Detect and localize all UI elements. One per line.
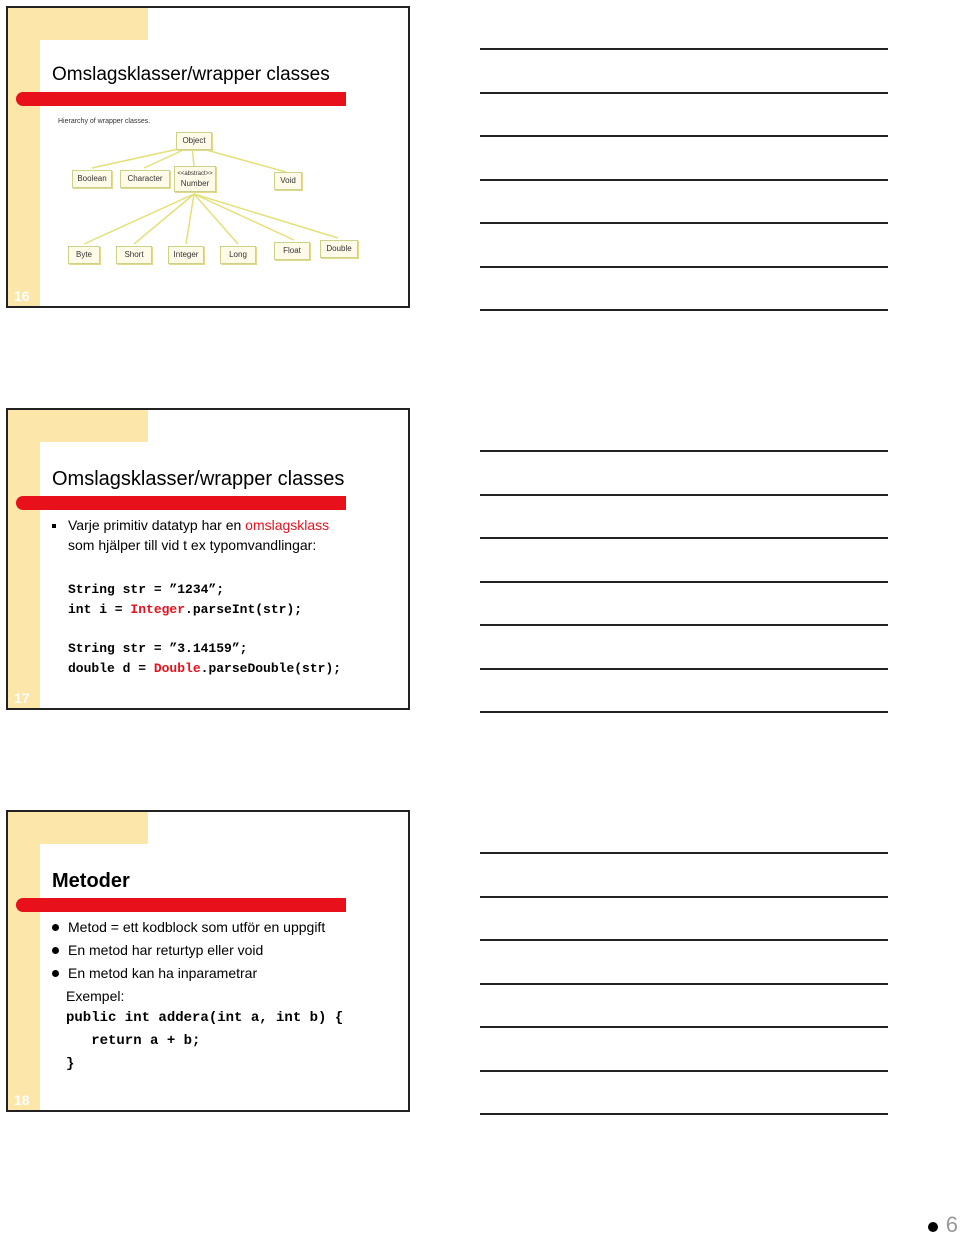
- page-bullet-icon: [928, 1222, 938, 1232]
- slide-accent-top: [8, 8, 148, 40]
- class-object: Object: [176, 132, 212, 150]
- slide-18: [6, 810, 410, 1112]
- bullet-text: En metod har returtyp eller void: [68, 942, 264, 958]
- code-line: int i = Integer.parseInt(str);: [68, 602, 303, 617]
- code-line: String str = ”1234”;: [68, 582, 225, 597]
- code-line: String str = ”3.14159”;: [68, 641, 248, 656]
- page-number: 6: [945, 1212, 958, 1237]
- class-character: Character: [120, 170, 170, 188]
- slide-number: 16: [14, 288, 30, 304]
- slide-accent-top: [8, 410, 148, 442]
- bullet-text-line2: som hjälper till vid t ex typomvandlingar:: [68, 537, 317, 553]
- slide-accent-left: [8, 812, 40, 1110]
- bullet-marker: [52, 947, 59, 954]
- title-underline-bar: [16, 898, 346, 912]
- code-line: return a + b;: [66, 1033, 201, 1049]
- slide-title: Omslagsklasser/wrapper classes: [52, 64, 330, 85]
- slide-title: Omslagsklasser/wrapper classes: [52, 468, 345, 490]
- slide-17: [6, 408, 410, 710]
- class-number: <<abstract>> Number: [174, 166, 216, 192]
- diagram-caption: Hierarchy of wrapper classes.: [58, 118, 151, 125]
- slide-accent-top: [8, 812, 148, 844]
- example-label: Exempel:: [66, 988, 125, 1004]
- slide-number: 18: [14, 1092, 30, 1108]
- title-underline-bar: [16, 92, 346, 106]
- code-line: double d = Double.parseDouble(str);: [68, 661, 342, 676]
- bullet-text: Varje primitiv datatyp har en omslagsklass: [68, 517, 330, 533]
- code-line: public int addera(int a, int b) {: [66, 1010, 344, 1026]
- bullet-text: En metod kan ha inparametrar: [68, 965, 258, 981]
- wrapper-hierarchy-diagram: [52, 116, 362, 276]
- slide-16: [6, 6, 410, 308]
- class-double: Double: [320, 240, 358, 258]
- slide-accent-left: [8, 410, 40, 708]
- class-byte: Byte: [68, 246, 100, 264]
- class-void: Void: [274, 172, 302, 190]
- bullet-marker: [52, 970, 59, 977]
- bullet-text: Metod = ett kodblock som utför en uppgift: [68, 919, 326, 935]
- code-line: }: [66, 1056, 75, 1072]
- bullet-marker: [52, 524, 56, 528]
- slide-title: Metoder: [52, 870, 130, 892]
- class-long: Long: [220, 246, 256, 264]
- slide-accent-left: [8, 8, 40, 306]
- class-integer: Integer: [168, 246, 204, 264]
- title-underline-bar: [16, 496, 346, 510]
- bullet-marker: [52, 924, 59, 931]
- class-float: Float: [274, 242, 310, 260]
- class-short: Short: [116, 246, 152, 264]
- slide-number: 17: [14, 690, 30, 706]
- class-boolean: Boolean: [72, 170, 112, 188]
